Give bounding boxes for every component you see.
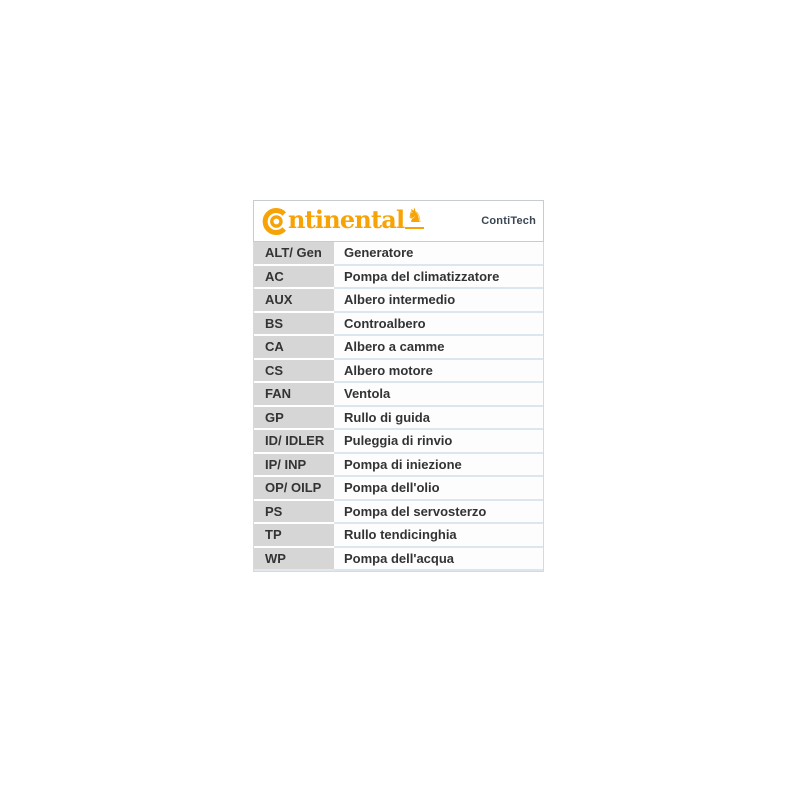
abbreviation-cell: AUX — [254, 289, 334, 313]
table-row — [254, 313, 543, 337]
term-cell: Generatore — [334, 242, 543, 266]
table-row — [254, 407, 543, 431]
term-cell: Pompa del servosterzo — [334, 501, 543, 525]
term-cell: Pompa di iniezione — [334, 454, 543, 478]
table-row — [254, 477, 543, 501]
logo-c-icon — [262, 208, 289, 235]
term-cell: Puleggia di rinvio — [334, 430, 543, 454]
glossary-table — [254, 242, 543, 571]
term-cell: Rullo di guida — [334, 407, 543, 431]
term-cell: Rullo tendicinghia — [334, 524, 543, 548]
contitech-label: ContiTech — [481, 215, 536, 227]
abbreviation-cell: BS — [254, 313, 334, 337]
term-cell: Albero a camme — [334, 336, 543, 360]
table-row — [254, 524, 543, 548]
rearing-horse-icon: ♞ — [406, 205, 424, 227]
table-row — [254, 266, 543, 290]
table-row — [254, 548, 543, 572]
table-row — [254, 360, 543, 384]
term-cell: Ventola — [334, 383, 543, 407]
table-row — [254, 430, 543, 454]
table-row — [254, 383, 543, 407]
abbreviation-cell: GP — [254, 407, 334, 431]
glossary-body — [254, 242, 543, 571]
term-cell: Albero motore — [334, 360, 543, 384]
abbreviation-cell: TP — [254, 524, 334, 548]
abbreviation-cell: CA — [254, 336, 334, 360]
term-cell: Pompa dell'olio — [334, 477, 543, 501]
abbreviation-cell: WP — [254, 548, 334, 572]
abbreviation-cell: ID/ IDLER — [254, 430, 334, 454]
term-cell: Controalbero — [334, 313, 543, 337]
table-row — [254, 289, 543, 313]
table-row — [254, 242, 543, 266]
table-row — [254, 336, 543, 360]
table-row — [254, 501, 543, 525]
abbreviation-cell: IP/ INP — [254, 454, 334, 478]
abbreviation-cell: ALT/ Gen — [254, 242, 334, 266]
term-cell: Pompa del climatizzatore — [334, 266, 543, 290]
abbreviation-cell: PS — [254, 501, 334, 525]
glossary-table-card — [253, 200, 544, 572]
abbreviation-cell: CS — [254, 360, 334, 384]
logo-wordmark: ntinental — [288, 205, 405, 234]
term-cell: Albero intermedio — [334, 289, 543, 313]
abbreviation-cell: OP/ OILP — [254, 477, 334, 501]
table-row — [254, 454, 543, 478]
brand-header — [253, 200, 544, 242]
term-cell: Pompa dell'acqua — [334, 548, 543, 572]
abbreviation-cell: FAN — [254, 383, 334, 407]
abbreviation-cell: AC — [254, 266, 334, 290]
continental-logo — [262, 205, 424, 235]
